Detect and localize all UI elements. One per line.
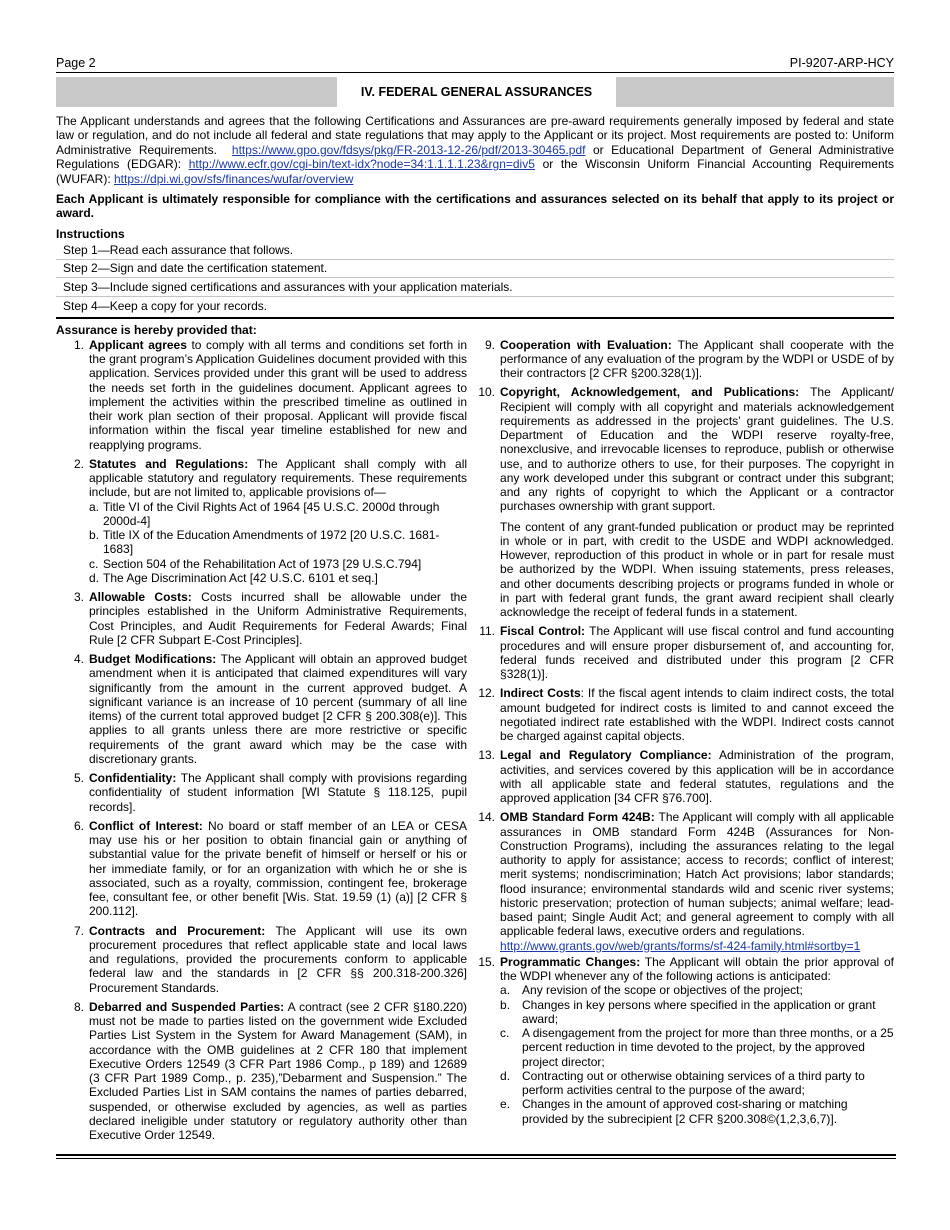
document-page [56,56,894,1142]
item-number: 3. [73,590,84,605]
instruction-step: Step 1—Read each assurance that follows. [56,241,894,260]
item-text: The Applicant will use its own procurement procedures that reflect applicable state and local laws and regulations, provided the procurements conform to applicable federal law and the standards in [2 CFR §§ 200.318-200.326] Procurement Standards. [89,923,468,995]
item-title: Applicant agrees [89,337,187,352]
sub-item: e. Changes in the amount of approved cost-sharing or matching provided by the subrecipient [2 CFR §200.308©(1,2,3,6,7)]. [500,1097,848,1126]
item-title: Legal and Regulatory Compliance: [500,748,712,763]
responsibility-statement: Each Applicant is ultimately responsible for compliance with the certifications and assurances selected on its behalf that apply to its project or award. [56,192,894,221]
assurance-item-15 [467,955,894,1126]
item-title: Conflict of Interest: [89,818,203,833]
assurance-item-3 [56,590,467,647]
item-text: The Applicant shall comply with provisions regarding confidentiality of student information [WI Statute § 118.125, pupil records]. [89,771,468,814]
item-text: Administration of the program, activities, and services covered by this application will be in accordance with all applicable state and federal statutes, regulations and the approved application [34 CFR §76.700]. [500,748,894,806]
intro-text-2: or Educational Department of General Administrative Regulations (EDGAR): [56,142,894,172]
assurance-item-9 [467,338,894,381]
item-number: 10. [478,385,496,400]
assurance-item-13 [467,748,894,805]
assurance-item-7 [56,924,467,995]
intro-text-1: The Applicant understands and agrees that the following Certifications and Assurances are pre-award requirements generally imposed by federal and state law or regulation, and do not include all federal and state regulations that may apply to the Applicant or its project. Most requirements are posted to: Uniform Administrative Requirements. [56,114,894,157]
wufar-link[interactable]: https://dpi.wi.gov/sfs/finances/wufar/overview [114,171,354,186]
sub-item: a. Title VI of the Civil Rights Act of 1964 [45 U.S.C. 2000d through 2000d-4] [89,499,440,528]
section-title: IV. FEDERAL GENERAL ASSURANCES [337,77,616,107]
sub-item: a. Any revision of the scope or objectives of the project; [500,983,803,998]
item-title: Copyright, Acknowledgement, and Publications: [500,385,800,400]
sub-item: b. Changes in key persons where specified in the application or grant award; [500,997,876,1026]
item-number: 15. [478,954,496,969]
intro-text-3: or the Wisconsin Uniform Financial Accounting Requirements (WUFAR): [56,157,894,186]
item-number: 13. [478,748,496,763]
assurance-item-2 [56,457,467,585]
sub-item: c. Section 504 of the Rehabilitation Act of 1973 [29 U.S.C.794] [89,556,422,571]
left-column [56,319,467,1143]
item-text: The Applicant shall comply with all applicable statutory and regulatory requirements. These requirements include, but are not limited to, applicable provisions of— [89,456,468,500]
item-title: Indirect Costs [500,686,581,701]
item-title: Statutes and Regulations: [89,456,249,471]
item-number: 4. [73,652,84,667]
item-text: to comply with all terms and conditions set forth in the grant program’s Application Guidelines document provided with this application. Services provided under this grant will be used to address the needs set forth in the guidelines document. Applicant agrees to implement the activities within the prescribed timeline as outlined in their work plan section of their proposal. Applicant will provide fiscal information within the fiscal year timeline established for new and reapplying programs. [89,337,468,452]
assurance-item-10 [467,385,894,619]
item-title: Budget Modifications: [89,652,217,667]
item-number: 1. [73,337,84,352]
item-title: Cooperation with Evaluation: [500,337,672,352]
item-text: Costs incurred shall be allowable under the principles established in the Uniform Administrative Requirements, Cost Principles, and Audit Requirements for Federal Awards; Final Rule [2 CFR Subpart E-Cost Principles]. [89,590,468,647]
sub-item: d. Contracting out or otherwise obtaining services of a third party to perform activities central to the purpose of the award; [500,1068,865,1098]
instructions-steps [56,241,894,314]
uniform-requirements-link[interactable]: https://www.gpo.gov/fdsys/pkg/FR-2013-12-26/pdf/2013-30465.pdf [231,142,586,157]
item-number: 5. [73,771,84,786]
instruction-step: Step 2—Sign and date the certification statement. [56,260,894,279]
assurance-item-5 [56,771,467,814]
item-text: The Applicant will obtain the prior approval of the WDPI whenever any of the following actions is anticipated: [500,954,894,984]
sub-item: d. The Age Discrimination Act [42 U.S.C. 6101 et seq.] [89,570,378,585]
assurance-item-4 [56,652,467,766]
edgar-link[interactable]: http://www.ecfr.gov/cgi-bin/text-idx?node=34:1.1.1.1.23&rgn=div5 [188,157,535,172]
section-banner [56,77,894,107]
assurance-item-1 [56,338,467,452]
assurance-heading: Assurance is hereby provided that: [56,322,257,337]
item-number: 9. [485,337,496,352]
assurances-columns [56,319,894,1143]
item-text: The Applicant shall cooperate with the performance of any evaluation of the program by the WDPI or USDE of by their contractors [2 CFR §200.328(1)]. [500,337,894,381]
assurance-item-8 [56,1000,467,1143]
page-footer-rule [56,1154,896,1159]
item-title: Fiscal Control: [500,624,586,639]
item-number: 8. [73,999,84,1014]
item-text: A contract (see 2 CFR §180.220) must not be made to parties listed on the government wide Excluded Parties List System in the System for Award Management (SAM), in accordance with the OMB guidelines at 2 CFR 180 that implement Executive Orders 12549 (3 CFR Part 1986 Comp., p 189) and 12689 (3 CFR Part 1989 Comp., p. 235),”Debarment and Suspension.” The Excluded Parties List in SAM contains the names of parties debarred, suspended, or otherwise excluded by agencies, as well as parties declared ineligible under statutory or regulatory authority other than Executive Order 12549. [89,999,468,1143]
sf424-link[interactable]: http://www.grants.gov/web/grants/forms/sf-424-family.html#sortby=1 [500,938,861,953]
item-title: Programmatic Changes: [500,954,641,969]
item-number: 2. [73,456,84,471]
item-text: : If the fiscal agent intends to claim indirect costs, the total amount budgeted for indirect costs is limited to and cannot exceed the negotiated indirect rate established with the WDPI. Indirect costs cannot be charged against capital objects. [500,686,895,744]
item-number: 6. [73,818,84,833]
item-number: 11. [479,624,496,639]
item-title: OMB Standard Form 424B: [500,810,655,825]
form-id: PI-9207-ARP-HCY [789,56,894,70]
item-text: The Applicant will comply with all applicable assurances in OMB standard Form 424B (Assurances for Non-Construction Programs), including the assurances relating to the legal authority to apply for assistance; access to records; conflict of interest; merit systems; nondiscrimination; Hatch Act provisions; labor standards; flood insurance; environmental standards wild and scenic river systems; historic preservation; protection of human subjects; animal welfare; lead-based paint; Single Audit Act; and general agreement to comply with all applicable federal laws, executive orders and regulations. [500,810,894,939]
instructions-heading: Instructions [56,226,125,241]
item-number: 7. [73,923,84,938]
assurance-item-6 [56,819,467,919]
item-title: Confidentiality: [89,771,177,786]
sub-item: c. A disengagement from the project for more than three months, or a 25 percent reduction in time devoted to the project, by the approved project director; [500,1026,894,1069]
page-number: Page 2 [56,56,96,70]
item-number: 12. [478,686,496,701]
item-title: Debarred and Suspended Parties: [89,999,285,1014]
page-header [56,56,894,73]
item-paragraph-2: The content of any grant-funded publication or product may be reprinted in whole or in part, with credit to the USDE and WDPI acknowledged. However, reproduction of this product in whole or in part for resale must be authorized by the WDPI. When issuing statements, press releases, and other documents describing projects or programs funded in whole or in part with federal grant funds, the grant award recipient shall clearly acknowledge the receipt of federal funds in a statement. [500,519,894,620]
assurance-item-12 [467,686,894,743]
item-text: No board or staff member of an LEA or CESA may use his or her position to obtain financial gain or anything of substantial value for the private benefit of himself or herself or his or her immediate family, or for an organization with which he or she is associated, such as a royalty, commission, contingent fee, brokerage fee, consultant fee, or other benefit [Wis. Stat. 19.59 (1) (a)] [2 CFR § 200.112]. [89,818,468,919]
assurance-item-11 [467,624,894,681]
item-text: The Applicant will obtain an approved budget amendment when it is anticipated that claimed expenditures will vary significantly from the amount in the current approved budget. A significant variance is an increase of 10 percent (summary of all line items) of the current total approved budget [2 CFR § 200.308(e)]. This applies to all grants unless there are more restrictive or specific requirements of the grant award which may be the case with discretionary grants. [89,652,468,766]
item-number: 14. [478,810,496,825]
instruction-step: Step 3—Include signed certifications and assurances with your application materials. [56,278,894,297]
intro-paragraph [56,114,894,186]
assurance-item-14 [467,810,894,953]
item-title: Allowable Costs: [89,590,192,605]
instruction-step: Step 4—Keep a copy for your records. [63,298,268,313]
sub-item: b. Title IX of the Education Amendments of 1972 [20 U.S.C. 1681-1683] [89,528,440,557]
item-title: Contracts and Procurement: [89,923,266,938]
right-column [467,319,894,1143]
item-text: The Applicant will use fiscal control and fund accounting procedures and will ensure proper disbursement of, and accounting for, federal funds received and distributed under this program [2 CFR §328(1)]. [500,624,894,682]
item-text: The Applicant/ Recipient will comply with all copyright and materials acknowledgement requirements as addressed in the projects’ grant guidelines. The U.S. Department of Education and the WDPI reserve royalty-free, nonexclusive, and irrevocable licenses to reproduce, publish or otherwise use, and to authorize others to use, for their purposes. The copyright in any work developed under this subgrant or contract under this subgrant; and any rights of copyright to which the Applicant or a contractor purchases ownership with grant support. [500,385,895,514]
